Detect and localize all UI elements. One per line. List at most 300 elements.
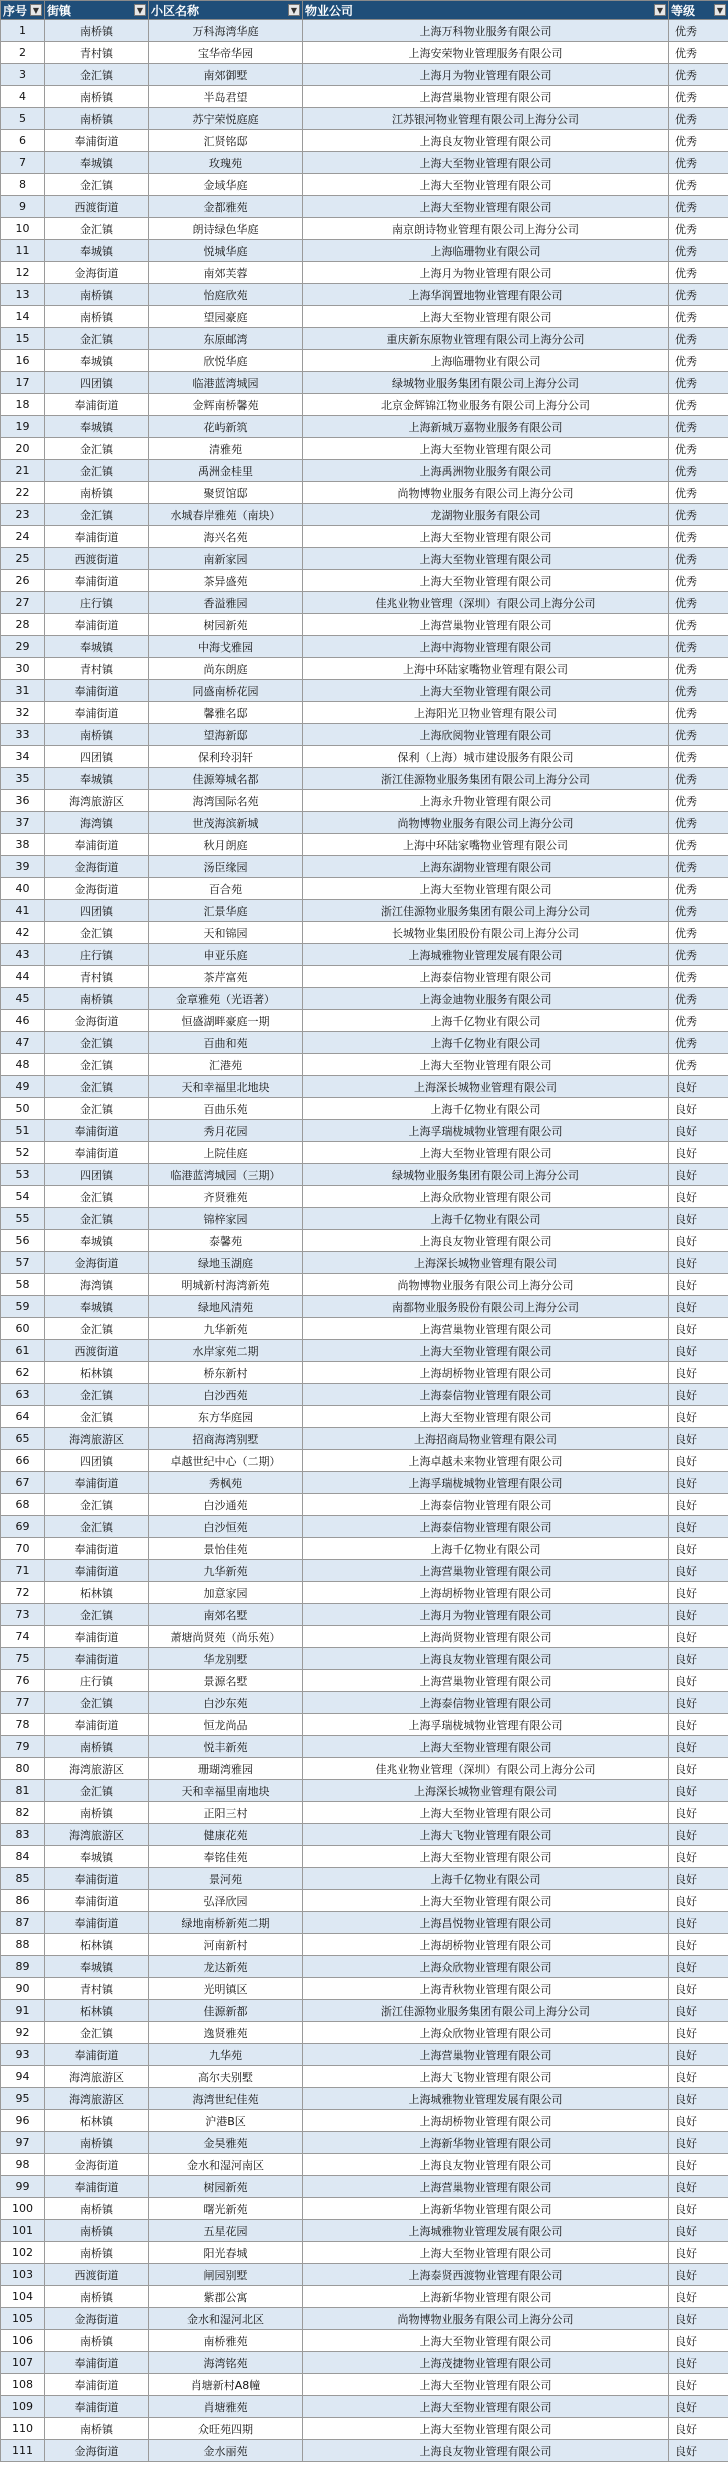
cell-street[interactable]: 柘林镇	[45, 2000, 149, 2022]
cell-community[interactable]: 水城春岸雅苑（南块）	[149, 504, 303, 526]
cell-rating[interactable]: 良好	[669, 1384, 728, 1406]
cell-street[interactable]: 金汇镇	[45, 1384, 149, 1406]
cell-rating[interactable]: 良好	[669, 2308, 728, 2330]
cell-community[interactable]: 树园新苑	[149, 614, 303, 636]
cell-index[interactable]: 74	[1, 1626, 45, 1648]
cell-rating[interactable]: 良好	[669, 1076, 728, 1098]
cell-index[interactable]: 2	[1, 42, 45, 64]
cell-rating[interactable]: 良好	[669, 2440, 728, 2462]
cell-street[interactable]: 西渡街道	[45, 548, 149, 570]
cell-rating[interactable]: 优秀	[669, 284, 728, 306]
cell-street[interactable]: 南桥镇	[45, 306, 149, 328]
cell-community[interactable]: 申亚乐庭	[149, 944, 303, 966]
cell-community[interactable]: 众旺苑四期	[149, 2418, 303, 2440]
cell-index[interactable]: 8	[1, 174, 45, 196]
cell-company[interactable]: 上海营巢物业管理有限公司	[303, 2176, 669, 2198]
cell-company[interactable]: 上海千亿物业有限公司	[303, 1098, 669, 1120]
cell-community[interactable]: 聚贸馆邸	[149, 482, 303, 504]
cell-index[interactable]: 93	[1, 2044, 45, 2066]
cell-company[interactable]: 上海阳光卫物业管理有限公司	[303, 702, 669, 724]
cell-street[interactable]: 奉浦街道	[45, 130, 149, 152]
cell-company[interactable]: 上海金迪物业服务有限公司	[303, 988, 669, 1010]
cell-index[interactable]: 26	[1, 570, 45, 592]
cell-community[interactable]: 正阳三村	[149, 1802, 303, 1824]
cell-rating[interactable]: 优秀	[669, 966, 728, 988]
cell-index[interactable]: 60	[1, 1318, 45, 1340]
cell-index[interactable]: 57	[1, 1252, 45, 1274]
cell-community[interactable]: 禹洲金桂里	[149, 460, 303, 482]
cell-street[interactable]: 金海街道	[45, 1252, 149, 1274]
cell-company[interactable]: 上海茂捷物业管理有限公司	[303, 2352, 669, 2374]
cell-community[interactable]: 东原邮湾	[149, 328, 303, 350]
cell-community[interactable]: 曙光新苑	[149, 2198, 303, 2220]
cell-index[interactable]: 73	[1, 1604, 45, 1626]
cell-street[interactable]: 四团镇	[45, 372, 149, 394]
cell-index[interactable]: 70	[1, 1538, 45, 1560]
cell-index[interactable]: 85	[1, 1868, 45, 1890]
cell-company[interactable]: 尚物博物业服务有限公司上海分公司	[303, 2308, 669, 2330]
cell-street[interactable]: 柘林镇	[45, 1362, 149, 1384]
cell-rating[interactable]: 良好	[669, 2198, 728, 2220]
cell-index[interactable]: 79	[1, 1736, 45, 1758]
cell-index[interactable]: 86	[1, 1890, 45, 1912]
cell-rating[interactable]: 良好	[669, 2044, 728, 2066]
cell-street[interactable]: 金海街道	[45, 262, 149, 284]
cell-street[interactable]: 金汇镇	[45, 1054, 149, 1076]
cell-index[interactable]: 47	[1, 1032, 45, 1054]
cell-company[interactable]: 上海华润置地物业管理有限公司	[303, 284, 669, 306]
cell-rating[interactable]: 良好	[669, 2286, 728, 2308]
cell-index[interactable]: 50	[1, 1098, 45, 1120]
cell-index[interactable]: 109	[1, 2396, 45, 2418]
cell-company[interactable]: 上海大至物业管理有限公司	[303, 1890, 669, 1912]
cell-company[interactable]: 上海营巢物业管理有限公司	[303, 1560, 669, 1582]
cell-community[interactable]: 白沙东苑	[149, 1692, 303, 1714]
cell-index[interactable]: 35	[1, 768, 45, 790]
cell-company[interactable]: 上海临珊物业有限公司	[303, 350, 669, 372]
cell-company[interactable]: 上海营巢物业管理有限公司	[303, 1670, 669, 1692]
col-header-index[interactable]	[1, 1, 45, 20]
cell-company[interactable]: 长城物业集团股份有限公司上海分公司	[303, 922, 669, 944]
cell-community[interactable]: 奉铭佳苑	[149, 1846, 303, 1868]
cell-community[interactable]: 欣悦华庭	[149, 350, 303, 372]
cell-community[interactable]: 百曲乐苑	[149, 1098, 303, 1120]
filter-dropdown-icon[interactable]: ▼	[654, 4, 666, 16]
cell-street[interactable]: 海湾旅游区	[45, 2066, 149, 2088]
cell-rating[interactable]: 良好	[669, 1516, 728, 1538]
cell-company[interactable]: 浙江佳源物业服务集团有限公司上海分公司	[303, 900, 669, 922]
cell-rating[interactable]: 良好	[669, 2242, 728, 2264]
cell-company[interactable]: 上海深长城物业管理有限公司	[303, 1076, 669, 1098]
cell-community[interactable]: 万科海湾华庭	[149, 20, 303, 42]
cell-rating[interactable]: 优秀	[669, 548, 728, 570]
cell-rating[interactable]: 优秀	[669, 350, 728, 372]
cell-community[interactable]: 清雅苑	[149, 438, 303, 460]
cell-street[interactable]: 青村镇	[45, 1978, 149, 2000]
cell-index[interactable]: 90	[1, 1978, 45, 2000]
cell-street[interactable]: 南桥镇	[45, 2132, 149, 2154]
cell-street[interactable]: 南桥镇	[45, 2418, 149, 2440]
cell-street[interactable]: 金海街道	[45, 2154, 149, 2176]
cell-company[interactable]: 上海大至物业管理有限公司	[303, 1846, 669, 1868]
cell-rating[interactable]: 良好	[669, 1604, 728, 1626]
cell-rating[interactable]: 良好	[669, 2396, 728, 2418]
cell-street[interactable]: 奉浦街道	[45, 1912, 149, 1934]
cell-community[interactable]: 同盛南桥花园	[149, 680, 303, 702]
cell-index[interactable]: 51	[1, 1120, 45, 1142]
cell-index[interactable]: 105	[1, 2308, 45, 2330]
cell-company[interactable]: 上海泰信物业管理有限公司	[303, 966, 669, 988]
cell-community[interactable]: 绿地南桥新苑二期	[149, 1912, 303, 1934]
cell-company[interactable]: 上海营巢物业管理有限公司	[303, 86, 669, 108]
cell-street[interactable]: 海湾镇	[45, 812, 149, 834]
cell-rating[interactable]: 良好	[669, 2264, 728, 2286]
cell-community[interactable]: 五星花园	[149, 2220, 303, 2242]
cell-company[interactable]: 上海营巢物业管理有限公司	[303, 614, 669, 636]
cell-rating[interactable]: 优秀	[669, 526, 728, 548]
cell-index[interactable]: 49	[1, 1076, 45, 1098]
cell-index[interactable]: 64	[1, 1406, 45, 1428]
cell-street[interactable]: 南桥镇	[45, 1736, 149, 1758]
cell-rating[interactable]: 良好	[669, 2000, 728, 2022]
cell-street[interactable]: 南桥镇	[45, 2330, 149, 2352]
cell-street[interactable]: 四团镇	[45, 900, 149, 922]
cell-community[interactable]: 天和幸福里北地块	[149, 1076, 303, 1098]
cell-rating[interactable]: 良好	[669, 1758, 728, 1780]
cell-community[interactable]: 金水丽苑	[149, 2440, 303, 2462]
cell-company[interactable]: 上海大至物业管理有限公司	[303, 1054, 669, 1076]
cell-community[interactable]: 海湾铭苑	[149, 2352, 303, 2374]
cell-street[interactable]: 庄行镇	[45, 592, 149, 614]
cell-community[interactable]: 保利玲羽轩	[149, 746, 303, 768]
cell-index[interactable]: 100	[1, 2198, 45, 2220]
cell-company[interactable]: 上海孚瑞栊城物业管理有限公司	[303, 1120, 669, 1142]
cell-rating[interactable]: 优秀	[669, 768, 728, 790]
cell-street[interactable]: 奉浦街道	[45, 1120, 149, 1142]
cell-rating[interactable]: 良好	[669, 1472, 728, 1494]
cell-index[interactable]: 28	[1, 614, 45, 636]
cell-street[interactable]: 奉浦街道	[45, 1890, 149, 1912]
cell-street[interactable]: 奉浦街道	[45, 2374, 149, 2396]
col-header-company[interactable]	[303, 1, 669, 20]
cell-index[interactable]: 97	[1, 2132, 45, 2154]
cell-rating[interactable]: 优秀	[669, 394, 728, 416]
cell-community[interactable]: 景怡佳苑	[149, 1538, 303, 1560]
cell-community[interactable]: 华龙别墅	[149, 1648, 303, 1670]
cell-company[interactable]: 保利（上海）城市建设服务有限公司	[303, 746, 669, 768]
cell-street[interactable]: 奉城镇	[45, 768, 149, 790]
cell-index[interactable]: 111	[1, 2440, 45, 2462]
cell-index[interactable]: 84	[1, 1846, 45, 1868]
cell-street[interactable]: 金汇镇	[45, 1604, 149, 1626]
cell-community[interactable]: 金章雅苑（光语著）	[149, 988, 303, 1010]
cell-street[interactable]: 南桥镇	[45, 20, 149, 42]
cell-street[interactable]: 西渡街道	[45, 1340, 149, 1362]
cell-street[interactable]: 南桥镇	[45, 724, 149, 746]
cell-street[interactable]: 金汇镇	[45, 1076, 149, 1098]
cell-community[interactable]: 佳源筹城名都	[149, 768, 303, 790]
cell-community[interactable]: 桥东新村	[149, 1362, 303, 1384]
cell-community[interactable]: 九华新苑	[149, 1560, 303, 1582]
cell-company[interactable]: 上海大至物业管理有限公司	[303, 2396, 669, 2418]
cell-company[interactable]: 上海大飞物业管理有限公司	[303, 1824, 669, 1846]
cell-rating[interactable]: 良好	[669, 2374, 728, 2396]
cell-community[interactable]: 弘泽欣园	[149, 1890, 303, 1912]
cell-community[interactable]: 临港蓝湾城园（三期）	[149, 1164, 303, 1186]
cell-rating[interactable]: 良好	[669, 1868, 728, 1890]
cell-community[interactable]: 秋月朗庭	[149, 834, 303, 856]
cell-index[interactable]: 107	[1, 2352, 45, 2374]
cell-company[interactable]: 尚物博物业服务有限公司上海分公司	[303, 812, 669, 834]
cell-community[interactable]: 茶异盛苑	[149, 570, 303, 592]
cell-street[interactable]: 金汇镇	[45, 218, 149, 240]
cell-rating[interactable]: 良好	[669, 1252, 728, 1274]
cell-street[interactable]: 海湾旅游区	[45, 790, 149, 812]
cell-index[interactable]: 13	[1, 284, 45, 306]
cell-index[interactable]: 53	[1, 1164, 45, 1186]
cell-company[interactable]: 上海大至物业管理有限公司	[303, 2418, 669, 2440]
cell-street[interactable]: 金汇镇	[45, 328, 149, 350]
cell-index[interactable]: 6	[1, 130, 45, 152]
cell-community[interactable]: 金水和湿河北区	[149, 2308, 303, 2330]
cell-index[interactable]: 32	[1, 702, 45, 724]
cell-rating[interactable]: 优秀	[669, 460, 728, 482]
cell-index[interactable]: 48	[1, 1054, 45, 1076]
cell-index[interactable]: 83	[1, 1824, 45, 1846]
cell-street[interactable]: 金汇镇	[45, 1780, 149, 1802]
cell-index[interactable]: 22	[1, 482, 45, 504]
cell-company[interactable]: 龙湖物业服务有限公司	[303, 504, 669, 526]
cell-index[interactable]: 11	[1, 240, 45, 262]
cell-street[interactable]: 南桥镇	[45, 108, 149, 130]
cell-rating[interactable]: 良好	[669, 1494, 728, 1516]
cell-company[interactable]: 上海良友物业管理有限公司	[303, 2154, 669, 2176]
cell-community[interactable]: 恒龙尚品	[149, 1714, 303, 1736]
cell-street[interactable]: 金汇镇	[45, 1098, 149, 1120]
cell-community[interactable]: 秀枫苑	[149, 1472, 303, 1494]
cell-rating[interactable]: 良好	[669, 2418, 728, 2440]
cell-street[interactable]: 南桥镇	[45, 284, 149, 306]
cell-rating[interactable]: 优秀	[669, 328, 728, 350]
cell-street[interactable]: 南桥镇	[45, 2220, 149, 2242]
cell-rating[interactable]: 良好	[669, 1406, 728, 1428]
cell-company[interactable]: 浙江佳源物业服务集团有限公司上海分公司	[303, 768, 669, 790]
cell-company[interactable]: 上海良友物业管理有限公司	[303, 130, 669, 152]
cell-index[interactable]: 40	[1, 878, 45, 900]
cell-index[interactable]: 106	[1, 2330, 45, 2352]
cell-index[interactable]: 110	[1, 2418, 45, 2440]
cell-rating[interactable]: 良好	[669, 1626, 728, 1648]
cell-rating[interactable]: 良好	[669, 1098, 728, 1120]
cell-community[interactable]: 景源名墅	[149, 1670, 303, 1692]
cell-community[interactable]: 白沙恒苑	[149, 1516, 303, 1538]
cell-company[interactable]: 上海中环陆家嘴物业管理有限公司	[303, 834, 669, 856]
cell-street[interactable]: 南桥镇	[45, 86, 149, 108]
cell-company[interactable]: 佳兆业物业管理（深圳）有限公司上海分公司	[303, 1758, 669, 1780]
cell-company[interactable]: 尚物博物业服务有限公司上海分公司	[303, 482, 669, 504]
cell-index[interactable]: 96	[1, 2110, 45, 2132]
cell-rating[interactable]: 良好	[669, 2066, 728, 2088]
cell-street[interactable]: 南桥镇	[45, 2242, 149, 2264]
cell-street[interactable]: 西渡街道	[45, 196, 149, 218]
cell-street[interactable]: 奉浦街道	[45, 680, 149, 702]
cell-rating[interactable]: 良好	[669, 1296, 728, 1318]
cell-rating[interactable]: 良好	[669, 1120, 728, 1142]
cell-street[interactable]: 金汇镇	[45, 64, 149, 86]
cell-index[interactable]: 52	[1, 1142, 45, 1164]
cell-company[interactable]: 上海月为物业管理有限公司	[303, 262, 669, 284]
cell-company[interactable]: 上海新城万嘉物业服务有限公司	[303, 416, 669, 438]
cell-rating[interactable]: 优秀	[669, 856, 728, 878]
cell-index[interactable]: 19	[1, 416, 45, 438]
cell-index[interactable]: 61	[1, 1340, 45, 1362]
cell-rating[interactable]: 良好	[669, 1230, 728, 1252]
cell-rating[interactable]: 良好	[669, 1208, 728, 1230]
cell-community[interactable]: 金水和湿河南区	[149, 2154, 303, 2176]
cell-rating[interactable]: 优秀	[669, 988, 728, 1010]
cell-street[interactable]: 奉城镇	[45, 416, 149, 438]
cell-community[interactable]: 招商海湾别墅	[149, 1428, 303, 1450]
cell-community[interactable]: 世茂海滨新城	[149, 812, 303, 834]
cell-street[interactable]: 奉浦街道	[45, 2396, 149, 2418]
cell-index[interactable]: 18	[1, 394, 45, 416]
cell-community[interactable]: 卓越世纪中心（二期）	[149, 1450, 303, 1472]
cell-street[interactable]: 奉浦街道	[45, 1142, 149, 1164]
cell-company[interactable]: 上海大飞物业管理有限公司	[303, 2066, 669, 2088]
cell-index[interactable]: 56	[1, 1230, 45, 1252]
cell-street[interactable]: 南桥镇	[45, 2286, 149, 2308]
cell-index[interactable]: 102	[1, 2242, 45, 2264]
col-header-rating[interactable]	[669, 1, 728, 20]
cell-rating[interactable]: 优秀	[669, 196, 728, 218]
cell-community[interactable]: 百曲和苑	[149, 1032, 303, 1054]
cell-company[interactable]: 上海东湖物业管理有限公司	[303, 856, 669, 878]
cell-company[interactable]: 上海泰贤西渡物业管理有限公司	[303, 2264, 669, 2286]
cell-company[interactable]: 重庆新东原物业管理有限公司上海分公司	[303, 328, 669, 350]
cell-company[interactable]: 北京金辉锦江物业服务有限公司上海分公司	[303, 394, 669, 416]
cell-community[interactable]: 阳光春城	[149, 2242, 303, 2264]
cell-street[interactable]: 奉浦街道	[45, 1868, 149, 1890]
cell-community[interactable]: 佳源新都	[149, 2000, 303, 2022]
cell-company[interactable]: 上海尚贤物业管理有限公司	[303, 1626, 669, 1648]
cell-index[interactable]: 21	[1, 460, 45, 482]
cell-index[interactable]: 58	[1, 1274, 45, 1296]
cell-company[interactable]: 上海大至物业管理有限公司	[303, 2242, 669, 2264]
cell-rating[interactable]: 良好	[669, 1362, 728, 1384]
cell-index[interactable]: 5	[1, 108, 45, 130]
cell-rating[interactable]: 良好	[669, 1318, 728, 1340]
cell-index[interactable]: 77	[1, 1692, 45, 1714]
cell-community[interactable]: 半岛君望	[149, 86, 303, 108]
cell-rating[interactable]: 优秀	[669, 130, 728, 152]
cell-index[interactable]: 54	[1, 1186, 45, 1208]
cell-rating[interactable]: 良好	[669, 1956, 728, 1978]
cell-street[interactable]: 金海街道	[45, 1010, 149, 1032]
cell-rating[interactable]: 良好	[669, 1274, 728, 1296]
cell-community[interactable]: 海兴名苑	[149, 526, 303, 548]
cell-company[interactable]: 上海大至物业管理有限公司	[303, 196, 669, 218]
cell-company[interactable]: 上海大至物业管理有限公司	[303, 878, 669, 900]
cell-community[interactable]: 加意家园	[149, 1582, 303, 1604]
cell-rating[interactable]: 优秀	[669, 372, 728, 394]
cell-company[interactable]: 上海胡桥物业管理有限公司	[303, 2110, 669, 2132]
cell-index[interactable]: 98	[1, 2154, 45, 2176]
cell-company[interactable]: 上海大至物业管理有限公司	[303, 1406, 669, 1428]
cell-index[interactable]: 25	[1, 548, 45, 570]
cell-index[interactable]: 82	[1, 1802, 45, 1824]
cell-rating[interactable]: 良好	[669, 2330, 728, 2352]
cell-company[interactable]: 上海泰信物业管理有限公司	[303, 1494, 669, 1516]
cell-company[interactable]: 上海永升物业管理有限公司	[303, 790, 669, 812]
cell-company[interactable]: 上海月为物业管理有限公司	[303, 64, 669, 86]
cell-street[interactable]: 金汇镇	[45, 174, 149, 196]
cell-street[interactable]: 南桥镇	[45, 988, 149, 1010]
cell-index[interactable]: 15	[1, 328, 45, 350]
cell-rating[interactable]: 优秀	[669, 482, 728, 504]
cell-company[interactable]: 上海城雅物业管理发展有限公司	[303, 944, 669, 966]
cell-company[interactable]: 上海泰信物业管理有限公司	[303, 1692, 669, 1714]
cell-rating[interactable]: 优秀	[669, 306, 728, 328]
cell-community[interactable]: 锦梓家园	[149, 1208, 303, 1230]
cell-community[interactable]: 怡庭欣苑	[149, 284, 303, 306]
cell-index[interactable]: 17	[1, 372, 45, 394]
cell-index[interactable]: 1	[1, 20, 45, 42]
cell-street[interactable]: 金汇镇	[45, 460, 149, 482]
col-header-community[interactable]	[149, 1, 303, 20]
cell-rating[interactable]: 优秀	[669, 900, 728, 922]
cell-index[interactable]: 63	[1, 1384, 45, 1406]
cell-community[interactable]: 绿地玉湖庭	[149, 1252, 303, 1274]
cell-rating[interactable]: 良好	[669, 1890, 728, 1912]
cell-community[interactable]: 金都雅苑	[149, 196, 303, 218]
cell-index[interactable]: 104	[1, 2286, 45, 2308]
cell-community[interactable]: 汇港苑	[149, 1054, 303, 1076]
cell-rating[interactable]: 良好	[669, 1142, 728, 1164]
cell-community[interactable]: 海湾国际名苑	[149, 790, 303, 812]
cell-community[interactable]: 明城新村海湾新苑	[149, 1274, 303, 1296]
cell-company[interactable]: 上海中环陆家嘴物业管理有限公司	[303, 658, 669, 680]
cell-street[interactable]: 四团镇	[45, 1450, 149, 1472]
cell-index[interactable]: 65	[1, 1428, 45, 1450]
cell-company[interactable]: 上海卓越未来物业管理有限公司	[303, 1450, 669, 1472]
cell-rating[interactable]: 良好	[669, 1582, 728, 1604]
cell-rating[interactable]: 优秀	[669, 636, 728, 658]
cell-street[interactable]: 奉浦街道	[45, 834, 149, 856]
cell-index[interactable]: 99	[1, 2176, 45, 2198]
cell-street[interactable]: 金汇镇	[45, 1692, 149, 1714]
cell-company[interactable]: 上海营巢物业管理有限公司	[303, 2044, 669, 2066]
filter-dropdown-icon[interactable]: ▼	[714, 4, 726, 16]
cell-rating[interactable]: 良好	[669, 1164, 728, 1186]
cell-rating[interactable]: 良好	[669, 1736, 728, 1758]
cell-rating[interactable]: 良好	[669, 1560, 728, 1582]
cell-community[interactable]: 茶芹富苑	[149, 966, 303, 988]
cell-community[interactable]: 天和锦园	[149, 922, 303, 944]
cell-rating[interactable]: 优秀	[669, 152, 728, 174]
cell-community[interactable]: 恒盛湖畔豪庭一期	[149, 1010, 303, 1032]
cell-company[interactable]: 上海城雅物业管理发展有限公司	[303, 2088, 669, 2110]
cell-company[interactable]: 上海众欣物业管理有限公司	[303, 1186, 669, 1208]
cell-street[interactable]: 奉浦街道	[45, 2044, 149, 2066]
cell-company[interactable]: 上海大至物业管理有限公司	[303, 438, 669, 460]
cell-index[interactable]: 91	[1, 2000, 45, 2022]
cell-company[interactable]: 上海新华物业管理有限公司	[303, 2286, 669, 2308]
cell-index[interactable]: 88	[1, 1934, 45, 1956]
cell-company[interactable]: 上海营巢物业管理有限公司	[303, 1318, 669, 1340]
cell-company[interactable]: 上海大至物业管理有限公司	[303, 2330, 669, 2352]
cell-company[interactable]: 上海众欣物业管理有限公司	[303, 1956, 669, 1978]
cell-rating[interactable]: 良好	[669, 1802, 728, 1824]
